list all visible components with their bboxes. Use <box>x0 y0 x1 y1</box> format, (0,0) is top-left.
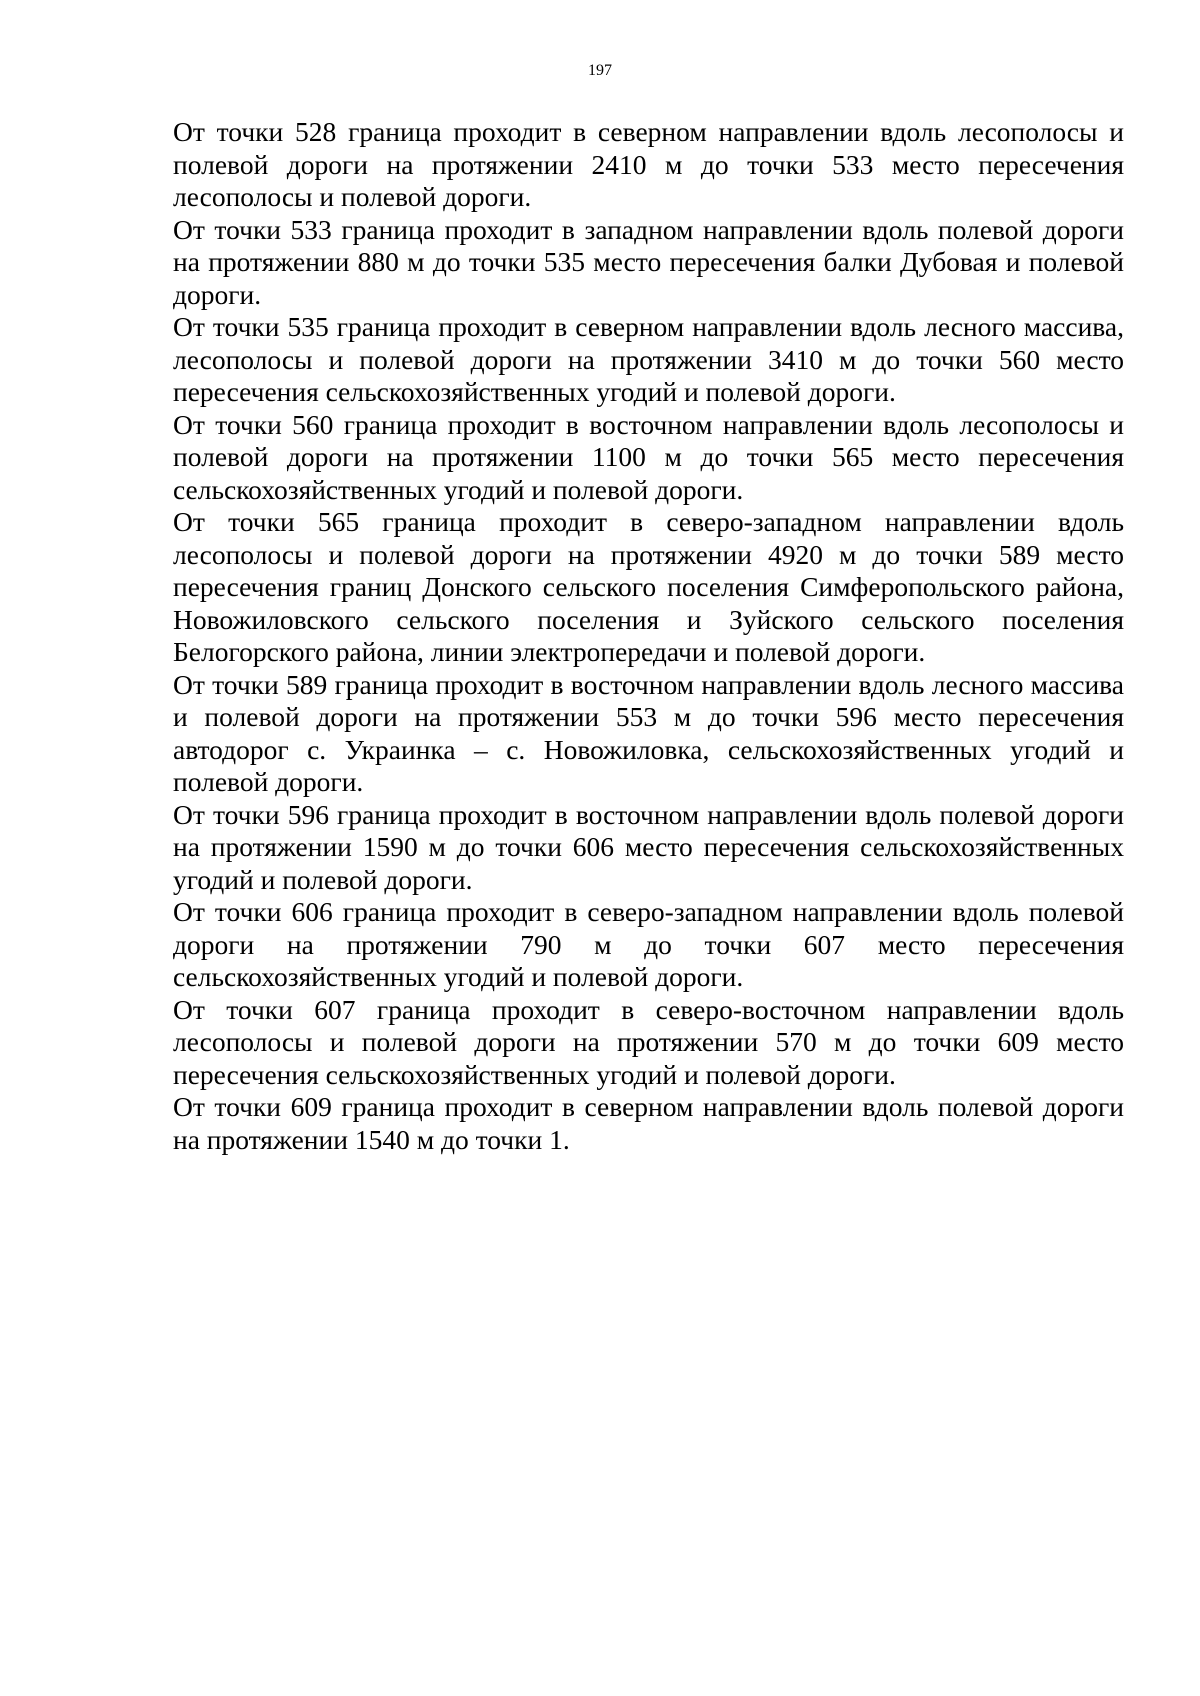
paragraph: От точки 528 граница проходит в северном направлении вдоль лесополосы и полевой дороги на протяжении 2410 м до точки 533 место пересечения лесополосы и полевой дороги. <box>173 116 1124 212</box>
paragraph: От точки 606 граница проходит в северо-западном направлении вдоль полевой дороги на протяжении 790 м до точки 607 место пересечения сельскохозяйственных угодий и полевой дороги. <box>173 896 1124 992</box>
paragraph: От точки 533 граница проходит в западном направлении вдоль полевой дороги на протяжении 880 м до точки 535 место пересечения балки Дубовая и полевой дороги. <box>173 213 1124 310</box>
paragraph: От точки 535 граница проходит в северном направлении вдоль лесного массива, лесополосы и полевой дороги на протяжении 3410 м до точки 560 место пересечения сельскохозяйственных угодий и полевой дороги. <box>173 311 1124 407</box>
paragraph: От точки 565 граница проходит в северо-западном направлении вдоль лесополосы и полевой дороги на протяжении 4920 м до точки 589 место пересечения границ Донского сельского поселения Симферопольского района, Новожиловского сельского поселения и Зуйского сельского поселения Белогорского района, линии электропередачи и полевой дороги. <box>173 506 1124 667</box>
paragraph: От точки 596 граница проходит в восточном направлении вдоль полевой дороги на протяжении 1590 м до точки 606 место пересечения сельскохозяйственных угодий и полевой дороги. <box>173 798 1124 895</box>
paragraph: От точки 609 граница проходит в северном направлении вдоль полевой дороги на протяжении 1540 м до точки 1. <box>173 1091 1124 1155</box>
paragraph: От точки 589 граница проходит в восточном направлении вдоль лесного массива и полевой дороги на протяжении 553 м до точки 596 место пересечения автодорог с. Украинка – с. Новожиловка, сельскохозяйственных угодий и полевой дороги. <box>173 668 1124 797</box>
page-number: 197 <box>588 62 612 79</box>
paragraph: От точки 560 граница проходит в восточном направлении вдоль лесополосы и полевой дороги на протяжении 1100 м до точки 565 место пересечения сельскохозяйственных угодий и полевой дороги. <box>173 408 1124 505</box>
document-body <box>173 116 1124 1156</box>
paragraph: От точки 607 граница проходит в северо-восточном направлении вдоль лесополосы и полевой дороги на протяжении 570 м до точки 609 место пересечения сельскохозяйственных угодий и полевой дороги. <box>173 993 1124 1090</box>
